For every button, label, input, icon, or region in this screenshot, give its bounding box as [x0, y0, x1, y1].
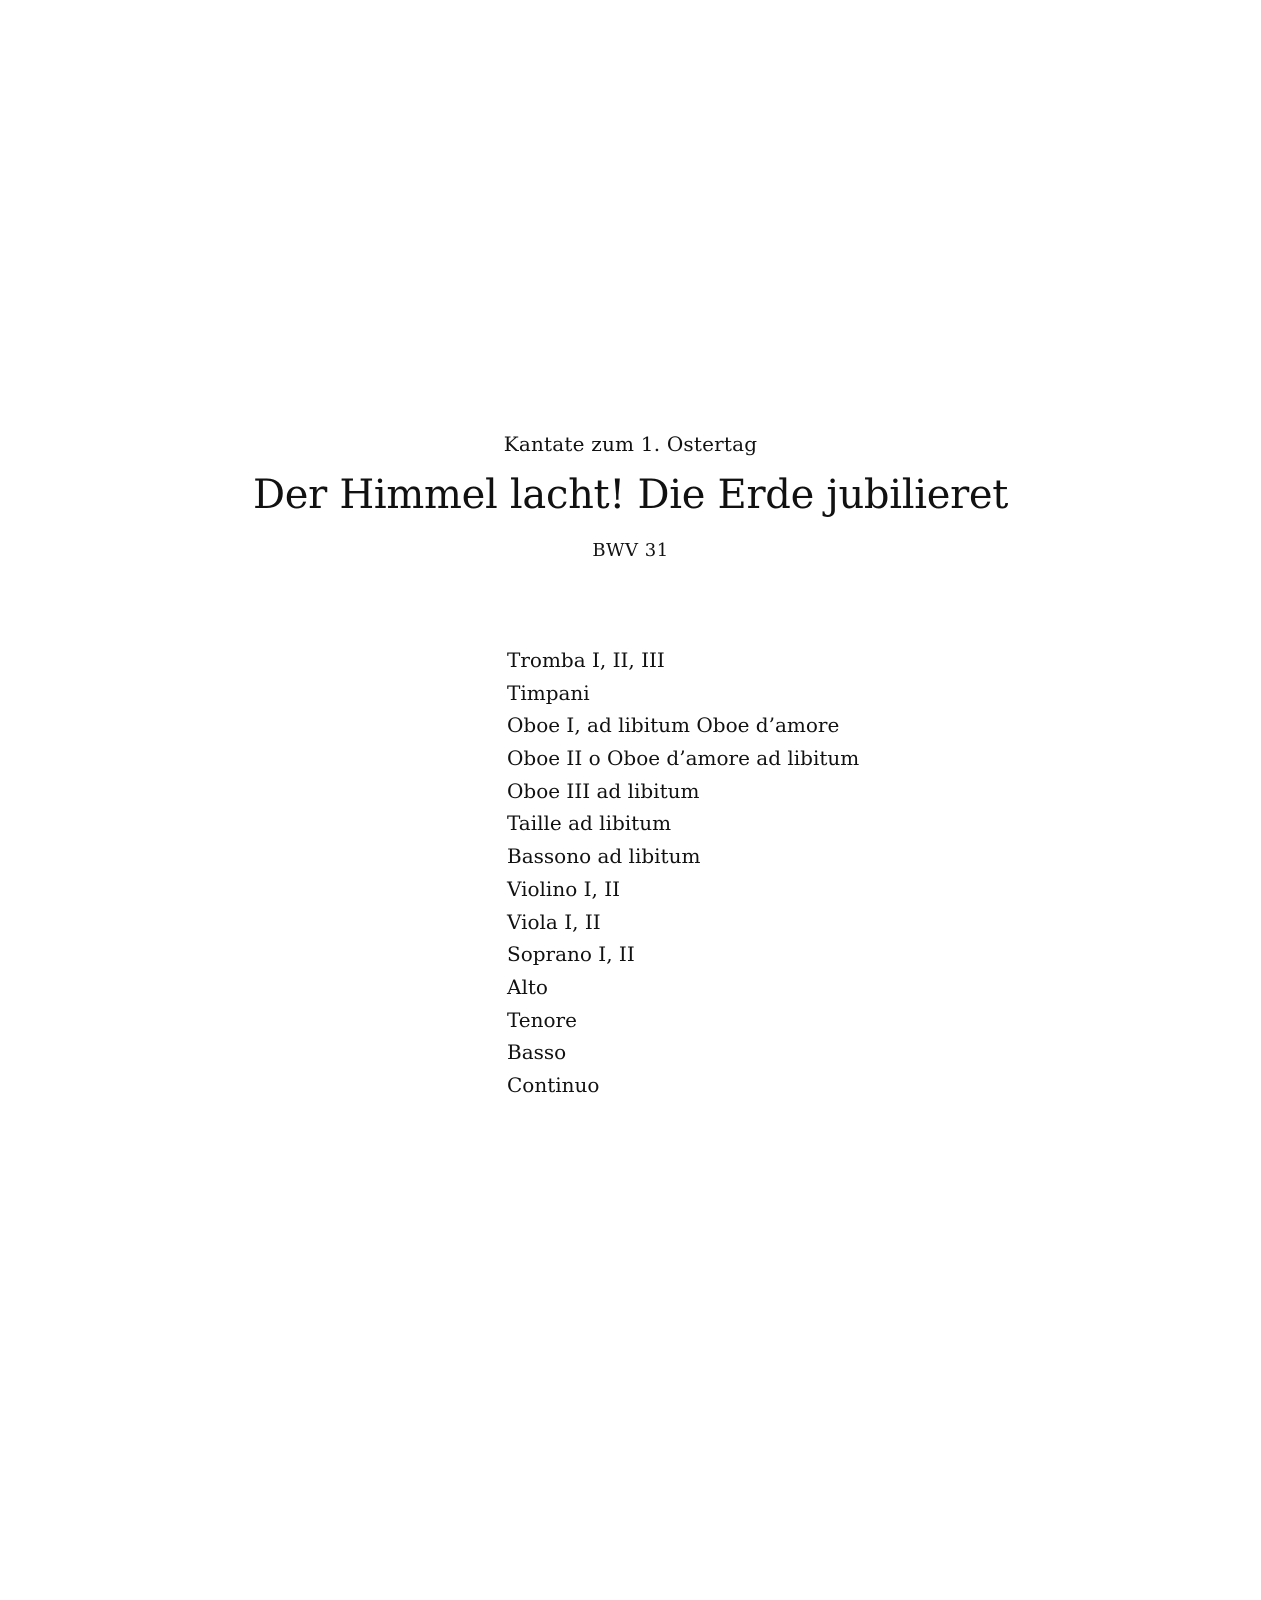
instrument-item: Oboe III ad libitum	[507, 778, 700, 803]
instrument-item: Soprano I, II	[507, 942, 635, 967]
occasion-subtitle: Kantate zum 1. Ostertag	[503, 432, 758, 456]
instrument-item: Tromba I, II, III	[507, 648, 665, 672]
instrument-item: Viola I, II	[507, 909, 601, 934]
instrument-item: Timpani	[507, 680, 590, 705]
instrumentation-list	[507, 645, 859, 1103]
instrument-item: Oboe I, ad libitum Oboe d’amore	[507, 713, 840, 738]
cantata-title: Der Himmel lacht! Die Erde jubilieret	[252, 472, 1009, 518]
instrument-item: Violino I, II	[507, 876, 621, 901]
instrument-item: Basso	[507, 1040, 567, 1065]
instrument-item: Bassono ad libitum	[507, 844, 701, 869]
instrument-item: Oboe II o Oboe d’amore ad libitum	[507, 746, 860, 771]
instrument-item: Tenore	[507, 1007, 577, 1032]
catalog-number: BWV 31	[592, 540, 669, 561]
instrument-item: Alto	[507, 974, 548, 999]
instrument-item: Continuo	[507, 1072, 600, 1097]
instrument-item: Taille ad libitum	[507, 811, 672, 836]
